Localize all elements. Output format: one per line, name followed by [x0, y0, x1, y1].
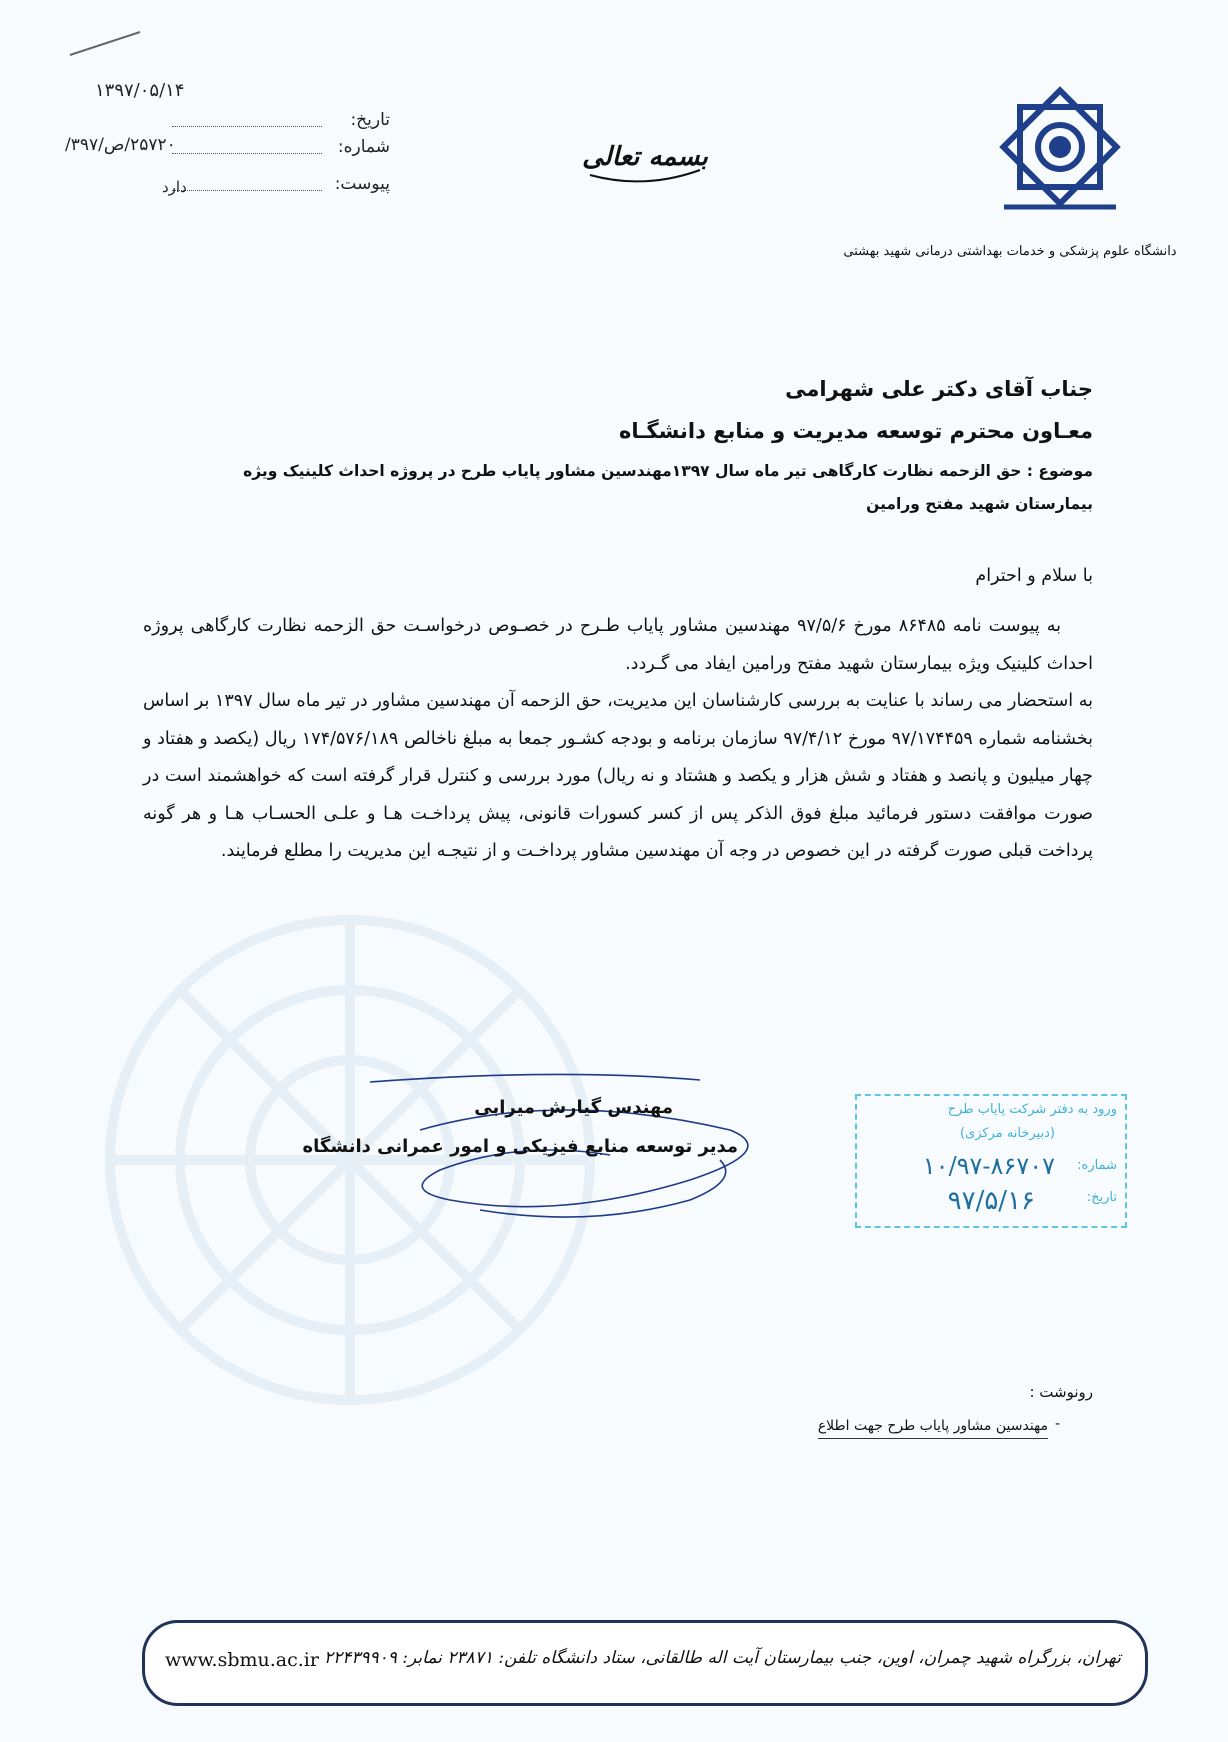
letter-body: [143, 608, 1093, 871]
letter-subject: موضوع : حق الزحمه نظارت کارگاهی تیر ماه سال ۱۳۹۷مهندسین مشاور پایاب طرح در پروژه احداث کلینیک ویژه بیمارستان شهید مفتح ورامین: [243, 462, 1093, 513]
meta-date-row: [90, 110, 390, 136]
stamp-line-2: (دبیرخانه مرکزی): [959, 1126, 1055, 1141]
number-dotted-line: [172, 153, 322, 154]
logo-emblem-icon: [1003, 90, 1116, 207]
cc-item: مهندسین مشاور پایاب طرح جهت اطلاع: [818, 1418, 1048, 1439]
stamp-date-label: تاریخ:: [1086, 1190, 1117, 1205]
logo-university-name: دانشگاه علوم پزشکی و خدمات بهداشتی درمانی شهید بهشتی: [843, 244, 1177, 259]
basmala-text: بسمه تعالی: [582, 142, 708, 172]
stamp-number-value: ۱۰/۹۷-۸۶۷۰۷: [922, 1152, 1055, 1180]
stamp-line-1: ورود به دفتر شرکت پایاب طرح: [947, 1102, 1117, 1117]
handwritten-date: ۱۳۹۷/۰۵/۱۴: [95, 80, 185, 101]
attachment-value: دارد: [162, 178, 187, 196]
receipt-stamp: [855, 1094, 1127, 1228]
basmala-calligraphy: [580, 110, 710, 200]
letter-meta: [65, 80, 390, 210]
cc-label: رونوشت :: [1029, 1383, 1093, 1401]
greeting: با سلام و احترام: [975, 566, 1093, 586]
signer-title: مدیر توسعه منابع فیزیکی و امور عمرانی دانشگاه: [302, 1136, 738, 1157]
signer-name: مهندس گیارش میرابی: [474, 1097, 673, 1118]
footer-box: [142, 1620, 1148, 1706]
recipient-name: جناب آقای دکتر علی شهرامی: [785, 377, 1093, 401]
body-paragraph-2: به استحضار می رساند با عنایت به بررسی کارشناسان این مدیریت، حق الزحمه آن مهندسین مشاور در تیر ماه سال ۱۳۹۷ بر اساس بخشنامه شماره ۹۷/۱۷۴۴۵۹ مورخ ۹۷/۴/۱۲ سازمان برنامه و بودجه کشـور جمعا به مبلغ ناخالص ۱۷۴/۵۷۶/۱۸۹ ریال (یکصد و هفتاد و چهار میلیون و پانصد و هفتاد و شش هزار و یکصد و هشتاد و نه ریال) مورد بررسی و کنترل قرار گرفته است که خواهشمند است در صورت موافقت دستور فرمائید مبلغ فوق الذکر پس از کسر کسورات قانونی، پیش پرداخـت هـا و علـی الحسـاب هـا و هر گونه پرداخت قبلی صورت گرفته در این خصوص در وجه آن مهندسین مشاور پرداخـت و از نتیجـه این مدیریت را مطلع فرمایند.: [143, 691, 1094, 861]
university-logo: [843, 95, 1177, 295]
footer-address: تهران، بزرگراه شهید چمران، اوین، جنب بیمارستان آیت اله طالقانی، ستاد دانشگاه تلفن: ۲۳۸۷۱ نمابر: ۲۲۴۳۹۹۰۹: [323, 1648, 1121, 1668]
recipient-title: معـاون محترم توسعه مدیریت و منابع دانشگـاه: [618, 419, 1093, 443]
attachment-dotted-line: [172, 190, 322, 191]
meta-number-row: [65, 135, 390, 163]
recipient-block: [619, 368, 1093, 452]
stamp-number-label: شماره:: [1077, 1158, 1117, 1173]
number-label: شماره:: [337, 137, 390, 157]
body-paragraph-1: به پیوست نامه ۸۶۴۸۵ مورخ ۹۷/۵/۶ مهندسین مشاور پایاب طـرح در خصـوص درخواسـت حق الزحمه نظارت کارگاهی پروژه احداث کلینیک ویژه بیمارستان شهید مفتح ورامین ایفاد می گـردد.: [143, 616, 1093, 674]
attachment-label: پیوست:: [334, 174, 390, 194]
cc-dash: -: [1054, 1416, 1060, 1432]
letter-number: ۲۵۷۲۰/ص/۳۹۷/: [65, 135, 176, 155]
corner-pen-mark: [70, 30, 150, 60]
date-dotted-line: [172, 126, 322, 127]
stamp-date-value: ۹۷/۵/۱۶: [947, 1186, 1035, 1216]
footer-website-link[interactable]: www.sbmu.ac.ir: [165, 1649, 319, 1671]
meta-attachment-row: [90, 174, 390, 200]
date-label: تاریخ:: [350, 110, 390, 130]
